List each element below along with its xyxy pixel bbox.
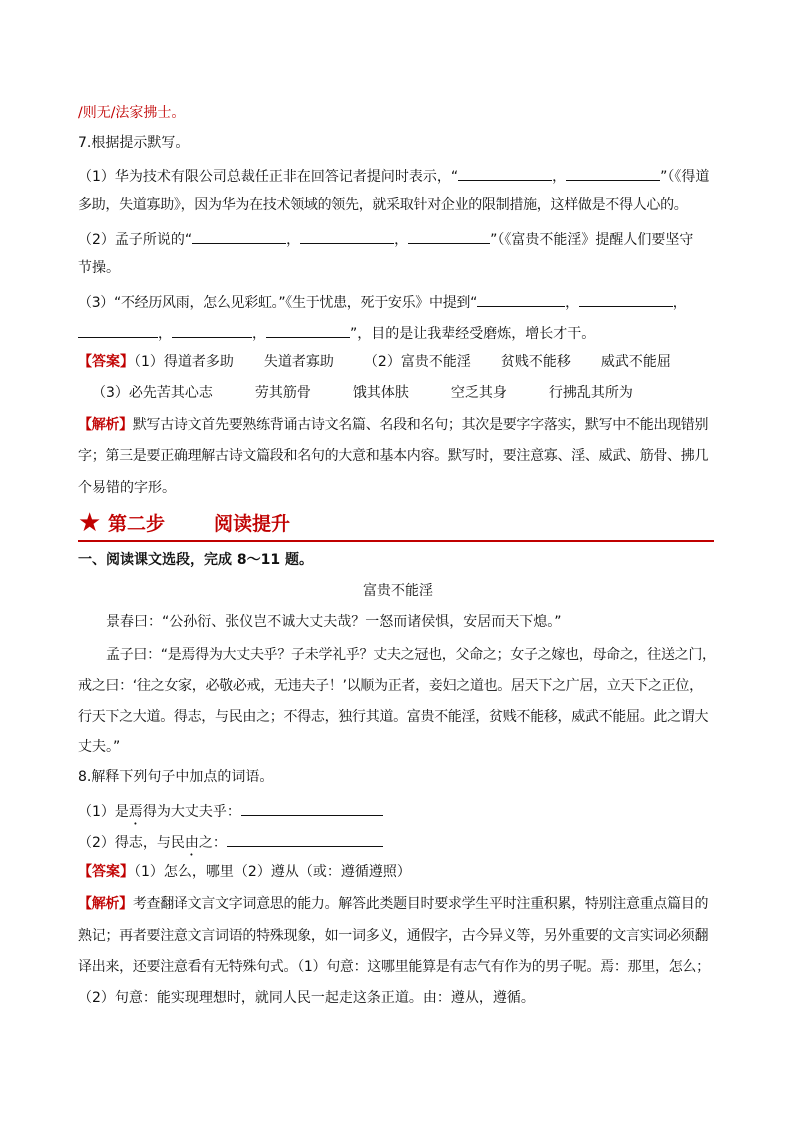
answer-item: 劳其筋骨 xyxy=(254,385,311,401)
q7-part3-line2 xyxy=(78,322,718,344)
answer-tag: 【答案】 xyxy=(78,354,134,370)
q8-answer xyxy=(78,862,718,884)
q7-p3-text-a: （3）“不经历风雨，怎么见彩虹。”《生于忧患，死于安乐》中提到“ xyxy=(78,295,478,311)
q8-item2-pre: （2）得志，与民 xyxy=(78,835,185,851)
q7-part3-line1 xyxy=(78,291,718,313)
fill-blank[interactable] xyxy=(172,322,252,338)
answer-text: （1）怎么，哪里（2）遵从（或：遵循遵照） xyxy=(134,864,411,880)
fill-blank[interactable] xyxy=(566,165,660,181)
answer-item: （1）得道者多助 xyxy=(134,354,234,370)
q7-answer-line1 xyxy=(78,352,718,374)
answer-item: 行拂乱其所为 xyxy=(548,385,633,401)
previous-fragment: /则无/法家拂士。 xyxy=(78,105,186,121)
fill-blank[interactable] xyxy=(192,228,286,244)
q8-analysis-line2: 熟记；再者要注意文言词语的特殊现象，如一词多义，通假字，古今异义等，另外重要的文言实词必须翻 xyxy=(78,928,709,944)
analysis-tag: 【解析】 xyxy=(78,417,133,433)
fill-blank[interactable] xyxy=(458,165,552,181)
q8-analysis-line1 xyxy=(78,894,718,916)
fill-blank[interactable] xyxy=(241,800,383,816)
analysis-tag: 【解析】 xyxy=(78,896,133,912)
q8-analysis-line4: （2）句意：能实现理想时，就同人民一起走这条正道。由：遵从，遵循。 xyxy=(78,990,535,1006)
q7-p2-sep: ， xyxy=(394,232,409,248)
q7-part2-line1 xyxy=(78,228,718,250)
section-header xyxy=(78,508,714,542)
q8-item1-post: 得为大丈夫乎： xyxy=(142,804,241,820)
fill-blank[interactable] xyxy=(300,228,394,244)
fill-blank[interactable] xyxy=(227,831,383,847)
answer-item: 失道者寡助 xyxy=(263,354,334,370)
answer-item: 空乏其身 xyxy=(450,385,507,401)
part1-heading: 一、阅读课文选段，完成 8～11 题。 xyxy=(78,552,313,568)
passage-line: 景春曰：“公孙衍、张仪岂不诚大丈夫哉？一怒而诸侯惧，安居而天下熄。” xyxy=(106,614,562,630)
section-step: 第二步 xyxy=(108,513,166,535)
answer-item: （2）富贵不能淫 xyxy=(363,354,471,370)
answer-item: 威武不能屈 xyxy=(600,354,671,370)
fill-blank[interactable] xyxy=(477,291,565,307)
answer-tag: 【答案】 xyxy=(78,864,134,880)
fill-blank[interactable] xyxy=(78,322,158,338)
q7-answer-line2 xyxy=(92,383,732,405)
passage-line: 戒之曰：‘往之女家，必敬必戒，无违夫子！’以顺为正者，妾妇之道也。居天下之广居，立天下之正位， xyxy=(78,678,703,694)
q7-p1-text-a: （1）华为技术有限公司总裁任正非在回答记者提问时表示，“ xyxy=(78,169,459,185)
q7-analysis-line2: 字；第三是要正确理解古诗文篇段和名句的大意和基本内容。默写时，要注意寡、淫、威武、筋骨、拂几 xyxy=(78,448,709,464)
fill-blank[interactable] xyxy=(408,228,490,244)
q8-title: 8.解释下列句子中加点的词语。 xyxy=(78,769,274,785)
analysis-text: 默写古诗文首先要熟练背诵古诗文名篇、名段和名句；其次是要字字落实，默写中不能出现错别 xyxy=(132,417,709,433)
q8-analysis-line3: 译出来，还要注意看有无特殊句式。（1）句意：这哪里能算是有志气有作为的男子呢。焉：那里，怎么； xyxy=(78,959,710,975)
answer-item: 贫贱不能移 xyxy=(500,354,571,370)
q7-p3-sep: ， xyxy=(565,295,579,311)
q7-p3-sep: ， xyxy=(158,326,172,342)
q7-part2-line2: 节操。 xyxy=(78,260,120,276)
q7-analysis-line1 xyxy=(78,415,718,437)
q8-item1-pre: （1）是 xyxy=(78,804,129,820)
q7-title: 7.根据提示默写。 xyxy=(78,135,190,151)
q7-p2-sep: ， xyxy=(286,232,301,248)
fill-blank[interactable] xyxy=(266,322,350,338)
q7-p3-text-b: ”，目的是让我辈经受磨炼，增长才干。 xyxy=(350,326,596,342)
q7-p1-text-b: ”（《得道 xyxy=(660,169,710,185)
q7-p2-text-b: ”（《富贵不能淫》提醒人们要坚守 xyxy=(490,232,694,248)
q8-item1 xyxy=(78,800,718,822)
passage-title: 富贵不能淫 xyxy=(363,583,433,599)
q7-part1-line1 xyxy=(78,165,718,187)
answer-item: （3）必先苦其心志 xyxy=(92,385,213,401)
analysis-text: 考查翻译文言文字词意思的能力。解答此类题目时要求学生平时注重积累，特别注意重点篇目的 xyxy=(132,896,709,912)
star-icon: ★ xyxy=(78,508,102,538)
q7-p3-sep: ， xyxy=(252,326,266,342)
dotted-word: 焉 xyxy=(128,804,143,820)
q7-analysis-line3: 个易错的字形。 xyxy=(78,480,176,496)
q7-part1-line2: 多助，失道寡助》，因为华为在技术领域的领先，就采取针对企业的限制措施，这样做是不得人心的。 xyxy=(78,197,688,213)
fill-blank[interactable] xyxy=(579,291,673,307)
passage-line: 孟子曰：“是焉得为大丈夫乎？子未学礼乎？丈夫之冠也，父命之；女子之嫁也，母命之，往送之门， xyxy=(106,647,716,663)
q7-p2-text-a: （2）孟子所说的“ xyxy=(78,232,193,248)
passage-line: 行天下之大道。得志，与民由之；不得志，独行其道。富贵不能淫，贫贱不能移，威武不能屈。此之谓大 xyxy=(78,709,709,725)
section-title: 阅读提升 xyxy=(214,513,291,535)
q7-p3-end-comma: ， xyxy=(672,295,687,311)
passage-line: 丈夫。” xyxy=(78,739,121,755)
q8-item2-post: 之： xyxy=(198,835,227,851)
q8-item2 xyxy=(78,831,718,853)
dotted-word: 由 xyxy=(184,835,199,851)
q7-p1-sep: ， xyxy=(552,169,567,185)
answer-item: 饿其体肤 xyxy=(352,385,409,401)
